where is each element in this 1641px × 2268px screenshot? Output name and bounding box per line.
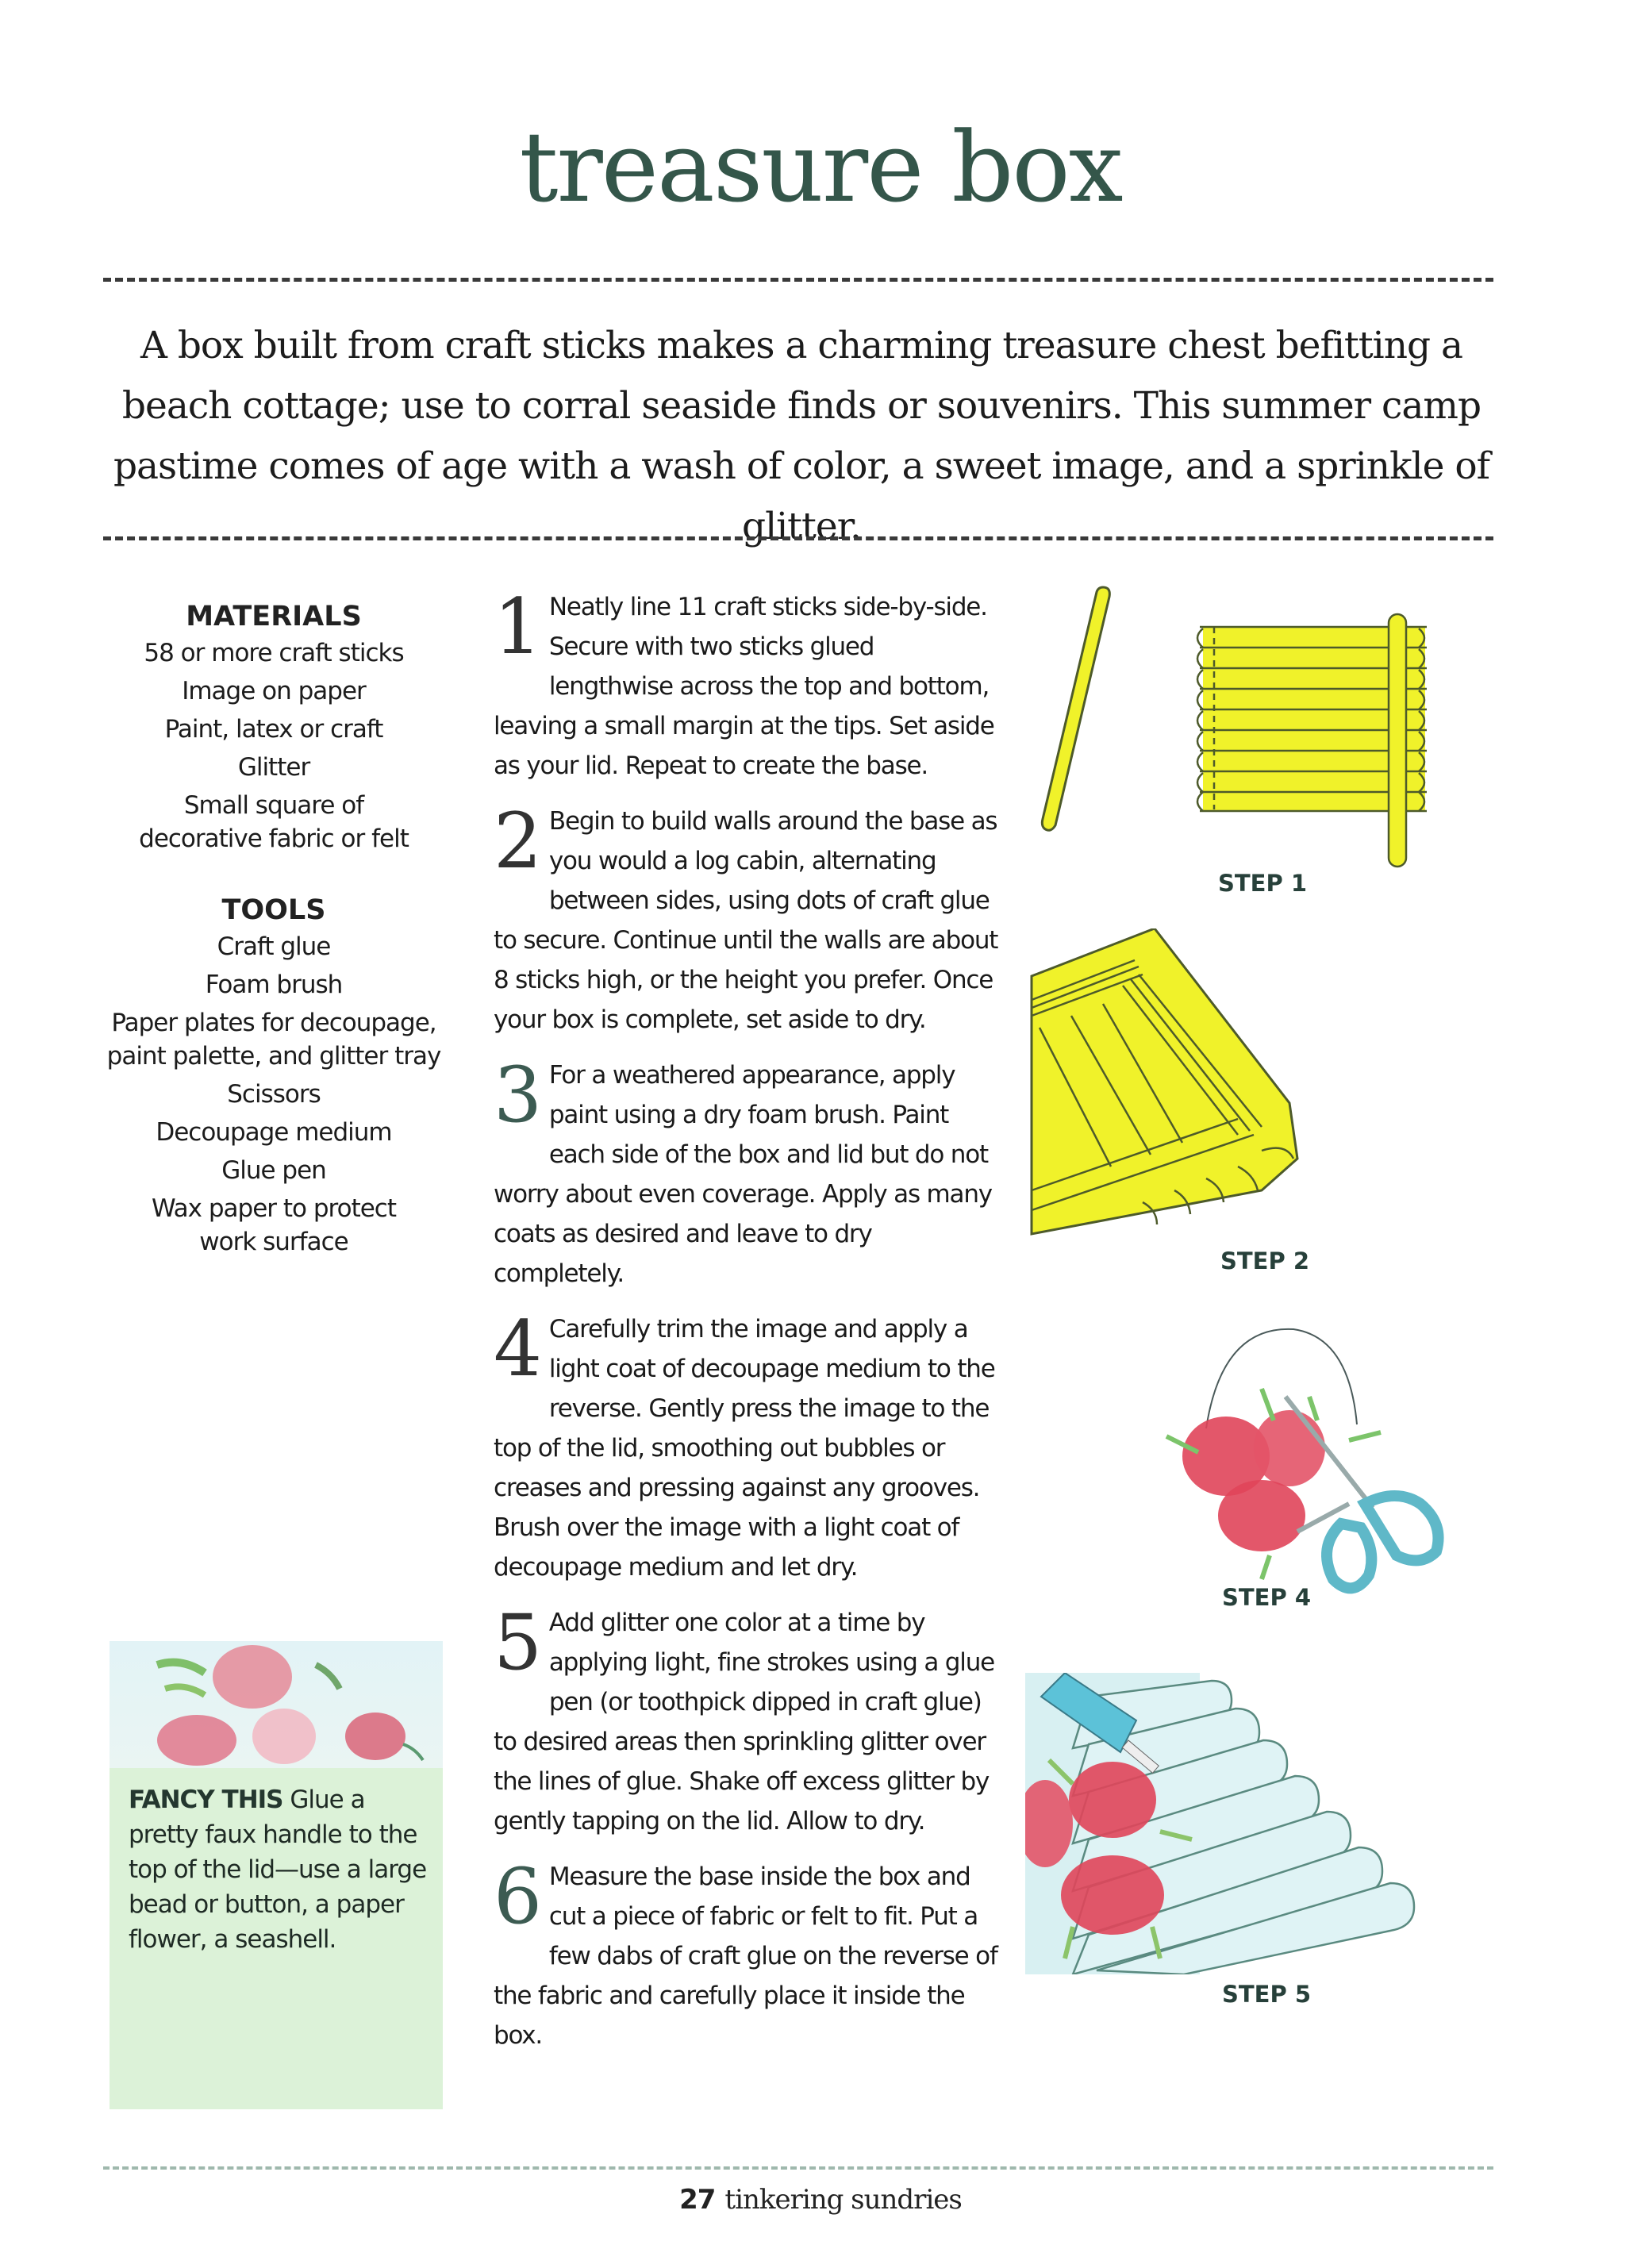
- rose-image-icon: [110, 1641, 443, 1768]
- step-2-label: STEP 2: [1220, 1247, 1310, 1274]
- tools-list: [103, 930, 444, 1259]
- tools-item: Wax paper to protect work surface: [152, 1194, 396, 1256]
- craft-sticks-lid-illustration-icon: [1024, 579, 1484, 881]
- tip-label: FANCY THIS: [129, 1786, 283, 1814]
- divider-intro: [103, 536, 1493, 540]
- tools-item: Craft glue: [217, 932, 331, 961]
- tip-text: [129, 1782, 430, 1957]
- materials-item: Small square of decorative fabric or felt: [139, 791, 409, 853]
- fancy-this-tip: [110, 1641, 443, 2109]
- step-number: 3: [494, 1051, 541, 1140]
- instructions: [494, 582, 1001, 2071]
- materials-item: 58 or more craft sticks: [144, 639, 404, 667]
- page-footer: [0, 2184, 1641, 2216]
- step-text: Carefully trim the image and apply a light coat of decoupage medium to the reverse. Gently press the image to the top of the lid, smoothing out bubbles or creases and pressing against any grooves. Brush over the image with a light coat of decoupage medium and let dry.: [494, 1315, 995, 1582]
- step-4-label: STEP 4: [1222, 1584, 1312, 1611]
- tools-item: Scissors: [227, 1080, 321, 1109]
- step-3: [494, 1051, 1001, 1294]
- supplies-column: [103, 597, 444, 1263]
- step-text: Add glitter one color at a time by applying light, fine strokes using a glue pen (or toothpick dipped in craft glue) to desired areas then sprinkling glitter over the lines of glue. Shake off excess glitter by gently tapping on the lid. Allow to dry.: [494, 1609, 995, 1836]
- step-2: [494, 797, 1001, 1040]
- step-number: 5: [494, 1598, 541, 1687]
- tip-body: Glue a pretty faux handle to the top of the lid—use a large bead or button, a paper flower, a seashell.: [129, 1786, 427, 1954]
- glue-pen-on-lid-illustration-icon: [1025, 1673, 1438, 1974]
- step-number: 2: [494, 797, 541, 886]
- step-text: For a weathered appearance, apply paint using a dry foam brush. Paint each side of the box and lid but do not worry about even coverage. Apply as many coats as desired and leave to dry completely.: [494, 1061, 992, 1288]
- step-5: [494, 1598, 1001, 1841]
- divider-footer: [103, 2166, 1493, 2170]
- step-number: 4: [494, 1305, 541, 1393]
- materials-heading: MATERIALS: [186, 601, 362, 632]
- step-4: [494, 1305, 1001, 1587]
- tools-item: Paper plates for decoupage, paint palette, and glitter tray: [106, 1009, 441, 1071]
- page-number: 27: [679, 2184, 716, 2216]
- tools-item: Foam brush: [205, 971, 343, 999]
- step-number: 6: [494, 1852, 541, 1941]
- page-title: treasure box: [519, 111, 1122, 224]
- section-name: tinkering sundries: [724, 2184, 962, 2216]
- step-text: Begin to build walls around the base as you would a log cabin, alternating between sides, using dots of craft glue to secure. Continue until the walls are about 8 sticks high, or the height you prefer. Once your box is complete, set aside to dry.: [494, 807, 998, 1034]
- divider-top: [103, 278, 1493, 282]
- step-5-label: STEP 5: [1222, 1981, 1312, 2008]
- intro-paragraph: A box built from craft sticks makes a charming treasure chest befitting a beach cottage; use to corral seaside finds or souvenirs. This summer camp pastime comes of age with a wash of color, a sweet image, and a sprinkle of glitter.: [113, 324, 1490, 548]
- materials-item: Image on paper: [182, 677, 366, 705]
- step-number: 1: [494, 582, 541, 671]
- materials-list: [103, 636, 444, 855]
- step-1-label: STEP 1: [1218, 870, 1308, 897]
- step-6: [494, 1852, 1001, 2055]
- scissors-trimming-roses-illustration-icon: [1151, 1317, 1460, 1603]
- materials-item: Glitter: [237, 753, 310, 782]
- tools-heading: TOOLS: [221, 894, 326, 926]
- step-text: Measure the base inside the box and cut a piece of fabric or felt to fit. Put a few dabs of craft glue on the reverse of the fabric and carefully place it inside the box.: [494, 1862, 997, 2050]
- step-text: Neatly line 11 craft sticks side-by-side. Secure with two sticks glued lengthwise across the top and bottom, leaving a small margin at the tips. Set aside as your lid. Repeat to create the base.: [494, 593, 994, 780]
- tools-item: Glue pen: [221, 1156, 326, 1185]
- tools-item: Decoupage medium: [156, 1118, 392, 1147]
- materials-item: Paint, latex or craft: [164, 715, 383, 744]
- step-1: [494, 582, 1001, 786]
- log-cabin-box-illustration-icon: [1024, 928, 1357, 1238]
